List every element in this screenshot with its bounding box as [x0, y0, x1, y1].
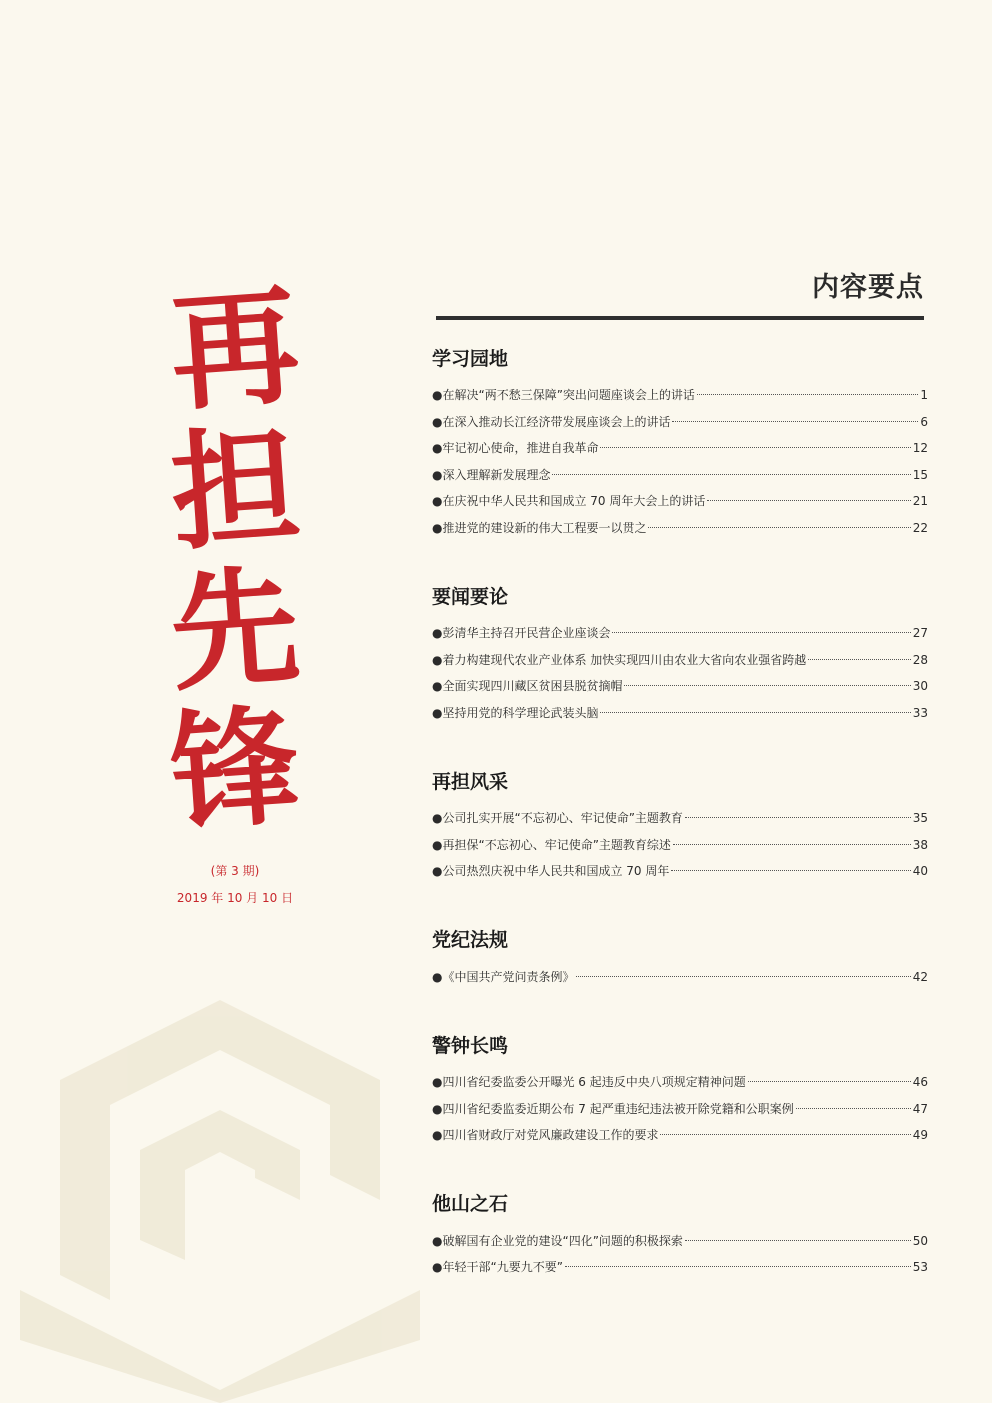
section-title: 要闻要论 — [432, 586, 509, 608]
leader-dots — [707, 500, 910, 501]
entry-page: 50 — [912, 1234, 928, 1248]
masthead-char: 锋 — [165, 690, 305, 850]
toc-entry[interactable] — [432, 1100, 928, 1118]
toc-entry[interactable] — [432, 1232, 928, 1250]
entry-title: ●坚持用党的科学理论武装头脑 — [432, 706, 599, 720]
entry-page: 6 — [920, 415, 928, 429]
toc-entry[interactable] — [432, 1126, 928, 1144]
entry-page: 35 — [912, 811, 928, 825]
leader-dots — [552, 474, 910, 475]
masthead-char: 再 — [165, 270, 305, 430]
entry-title: ●再担保“不忘初心、牢记使命”主题教育综述 — [432, 838, 671, 852]
leader-dots — [600, 712, 910, 713]
section-title: 他山之石 — [432, 1193, 509, 1215]
entry-title: ●破解国有企业党的建设“四化”问题的积极探索 — [432, 1234, 683, 1248]
toc-entry[interactable] — [432, 519, 928, 537]
entry-title: ●着力构建现代农业产业体系 加快实现四川由农业大省向农业强省跨越 — [432, 653, 807, 667]
entry-page: 40 — [912, 864, 928, 878]
leader-dots — [565, 1266, 911, 1267]
entry-title: ●公司热烈庆祝中华人民共和国成立 70 周年 — [432, 864, 670, 878]
toc-entry[interactable] — [432, 862, 928, 880]
entry-page: 12 — [912, 441, 928, 455]
toc-entry[interactable] — [432, 413, 928, 431]
masthead-char: 先 — [165, 550, 305, 710]
masthead — [140, 270, 330, 906]
issue-date: 2019 年 10 月 10 日 — [176, 891, 294, 905]
entry-title: ●深入理解新发展理念 — [432, 468, 551, 482]
entry-title: ●《中国共产党问责条例》 — [432, 970, 575, 984]
section-title: 警钟长鸣 — [432, 1035, 509, 1057]
toc-heading: 内容要点 — [812, 272, 924, 303]
toc-entry[interactable] — [432, 677, 928, 695]
entry-title: ●四川省纪委监委近期公布 7 起严重违纪违法被开除党籍和公职案例 — [432, 1102, 794, 1116]
entry-page: 33 — [912, 706, 928, 720]
leader-dots — [808, 659, 910, 660]
entry-page: 53 — [912, 1260, 928, 1274]
entry-page: 1 — [920, 388, 928, 402]
leader-dots — [673, 844, 911, 845]
leader-dots — [748, 1081, 911, 1082]
entry-page: 30 — [912, 679, 928, 693]
entry-page: 49 — [912, 1128, 928, 1142]
toc-divider — [436, 316, 924, 320]
leader-dots — [648, 527, 910, 528]
entry-title: ●牢记初心使命，推进自我革命 — [432, 441, 599, 455]
leader-dots — [612, 632, 910, 633]
leader-dots — [600, 447, 910, 448]
section-title: 党纪法规 — [432, 929, 509, 951]
leader-dots — [796, 1108, 911, 1109]
leader-dots — [624, 685, 910, 686]
leader-dots — [685, 817, 911, 818]
toc-entry[interactable] — [432, 809, 928, 827]
toc-entry[interactable] — [432, 704, 928, 722]
toc-entry[interactable] — [432, 624, 928, 642]
toc-entry[interactable] — [432, 836, 928, 854]
issue-number: (第 3 期) — [210, 864, 260, 878]
leader-dots — [685, 1240, 911, 1241]
masthead-title — [140, 270, 330, 850]
entry-title: ●在深入推动长江经济带发展座谈会上的讲话 — [432, 415, 671, 429]
leader-dots — [660, 1134, 910, 1135]
toc-entry[interactable] — [432, 466, 928, 484]
toc-entry[interactable] — [432, 386, 928, 404]
leader-dots — [671, 870, 910, 871]
entry-page: 21 — [912, 494, 928, 508]
entry-page: 42 — [912, 970, 928, 984]
entry-page: 27 — [912, 626, 928, 640]
section-title: 学习园地 — [432, 348, 509, 370]
entry-title: ●四川省纪委监委公开曝光 6 起违反中央八项规定精神问题 — [432, 1075, 746, 1089]
entry-title: ●年轻干部“九要九不要” — [432, 1260, 563, 1274]
entry-page: 46 — [912, 1075, 928, 1089]
toc-entry[interactable] — [432, 492, 928, 510]
entry-page: 38 — [912, 838, 928, 852]
leader-dots — [672, 421, 918, 422]
toc-entry[interactable] — [432, 1073, 928, 1091]
section-title: 再担风采 — [432, 771, 509, 793]
entry-title: ●四川省财政厅对党风廉政建设工作的要求 — [432, 1128, 659, 1142]
toc-entry[interactable] — [432, 968, 928, 986]
entry-title: ●推进党的建设新的伟大工程要一以贯之 — [432, 521, 647, 535]
entry-title: ●全面实现四川藏区贫困县脱贫摘帽 — [432, 679, 623, 693]
toc-entry[interactable] — [432, 651, 928, 669]
entry-title: ●彭清华主持召开民营企业座谈会 — [432, 626, 611, 640]
toc-entry[interactable] — [432, 439, 928, 457]
table-of-contents — [432, 268, 930, 1274]
toc-entry[interactable] — [432, 1258, 928, 1276]
entry-title: ●在解决“两不愁三保障”突出问题座谈会上的讲话 — [432, 388, 695, 402]
entry-page: 22 — [912, 521, 928, 535]
entry-page: 47 — [912, 1102, 928, 1116]
entry-title: ●公司扎实开展“不忘初心、牢记使命”主题教育 — [432, 811, 683, 825]
entry-page: 15 — [912, 468, 928, 482]
leader-dots — [576, 976, 910, 977]
masthead-char: 担 — [165, 410, 305, 570]
entry-page: 28 — [912, 653, 928, 667]
entry-title: ●在庆祝中华人民共和国成立 70 周年大会上的讲话 — [432, 494, 706, 508]
leader-dots — [697, 394, 918, 395]
